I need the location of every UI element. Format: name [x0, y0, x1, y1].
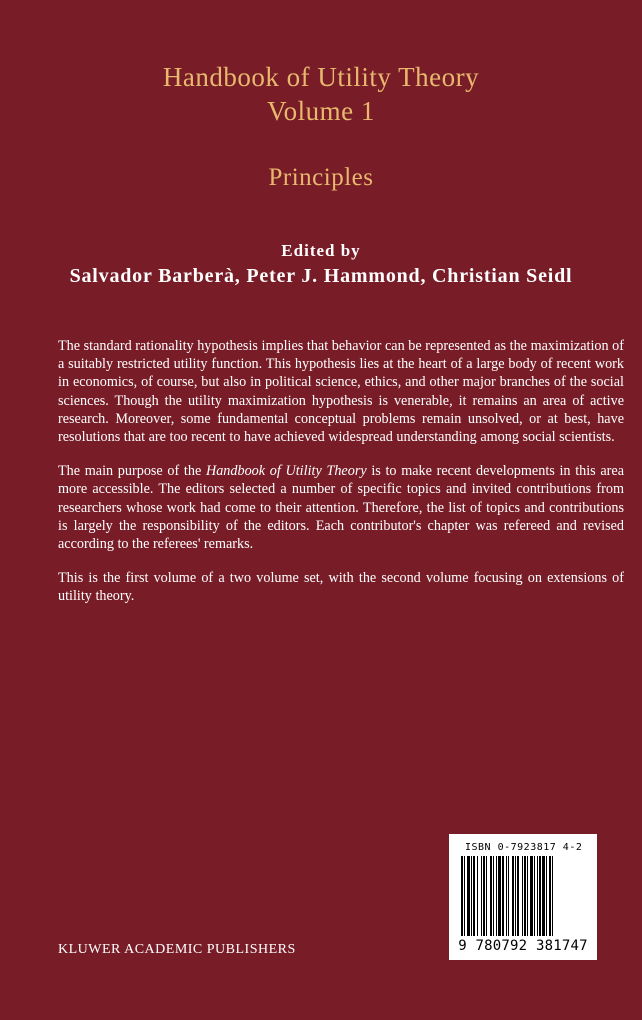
barcode-stripe — [493, 856, 494, 936]
barcode-stripe — [464, 856, 465, 936]
barcode-stripe — [530, 856, 533, 936]
description-paragraph-2 — [58, 462, 624, 553]
book-title: Handbook of Utility Theory — [162, 62, 480, 92]
editors-block — [0, 240, 642, 290]
isbn-label: ISBN 0-7923817 4-2 — [465, 842, 583, 853]
barcode-stripe — [517, 856, 519, 936]
barcode-stripe — [502, 856, 504, 936]
volume-label: Volume 1 — [267, 96, 375, 126]
book-subtitle: Principles — [268, 164, 374, 191]
barcode-stripe — [490, 856, 492, 936]
barcode-stripe — [471, 856, 472, 936]
barcode-stripe — [496, 856, 497, 936]
barcode-stripe — [477, 856, 478, 936]
edited-by-label: Edited by — [281, 241, 361, 260]
barcode-stripe — [512, 856, 514, 936]
description-paragraph-2-start: The main purpose of the — [58, 463, 206, 480]
description-paragraph-2-end: is to make recent developments in this area more accessible. The editors selected a number of specific topics and invited contributions from researchers whose work had come to their attention. Therefore, the list of topics and contributions is largely the responsibility of the editors. Each contributor's chapter was refereed and revised according to the referees' remarks. — [58, 463, 625, 553]
barcode-stripe — [522, 856, 523, 936]
barcode-stripe — [537, 856, 538, 936]
description-paragraph-3: This is the first volume of a two volume set, with the second volume focusing on extensions of utility theory. — [58, 570, 624, 605]
barcode-panel — [449, 834, 597, 960]
barcode-stripe — [542, 856, 545, 936]
barcode-stripe — [498, 856, 501, 936]
barcode-stripe — [527, 856, 528, 936]
publisher-name: KLUWER ACADEMIC PUBLISHERS — [58, 942, 296, 957]
barcode-stripe — [473, 856, 475, 936]
barcode-stripe — [461, 856, 463, 936]
barcode-stripe — [524, 856, 526, 936]
barcode-stripe — [483, 856, 485, 936]
barcode-stripe — [486, 856, 487, 936]
barcode-stripe — [515, 856, 516, 936]
barcode-stripe — [508, 856, 509, 936]
barcode-stripe — [467, 856, 470, 936]
barcode-number: 9 780792 381747 — [458, 938, 588, 954]
barcode-stripe — [481, 856, 482, 936]
barcode-stripe — [534, 856, 535, 936]
description — [58, 337, 624, 622]
barcode-stripe — [552, 856, 553, 936]
barcode-stripe — [506, 856, 507, 936]
barcode-stripe — [539, 856, 541, 936]
editor-names: Salvador Barberà, Peter J. Hammond, Christian Seidl — [69, 265, 573, 287]
barcode-stripe — [546, 856, 547, 936]
title-block — [0, 60, 642, 192]
barcode-stripe — [549, 856, 551, 936]
description-paragraph-1: The standard rationality hypothesis implies that behavior can be represented as the maximization of a suitably restricted utility function. This hypothesis lies at the heart of a large body of recent work in economics, of course, but also in political science, ethics, and other major branches of the social sciences. Though the utility maximization hypothesis is venerable, it remains an area of active research. Moreover, some fundamental conceptual problems remain unsolved, or at best, have resolutions that are too recent to have achieved widespread understanding among social scientists. — [58, 338, 624, 446]
handbook-title-italic: Handbook of Utility Theory — [205, 463, 367, 480]
barcode-bars — [461, 856, 585, 936]
